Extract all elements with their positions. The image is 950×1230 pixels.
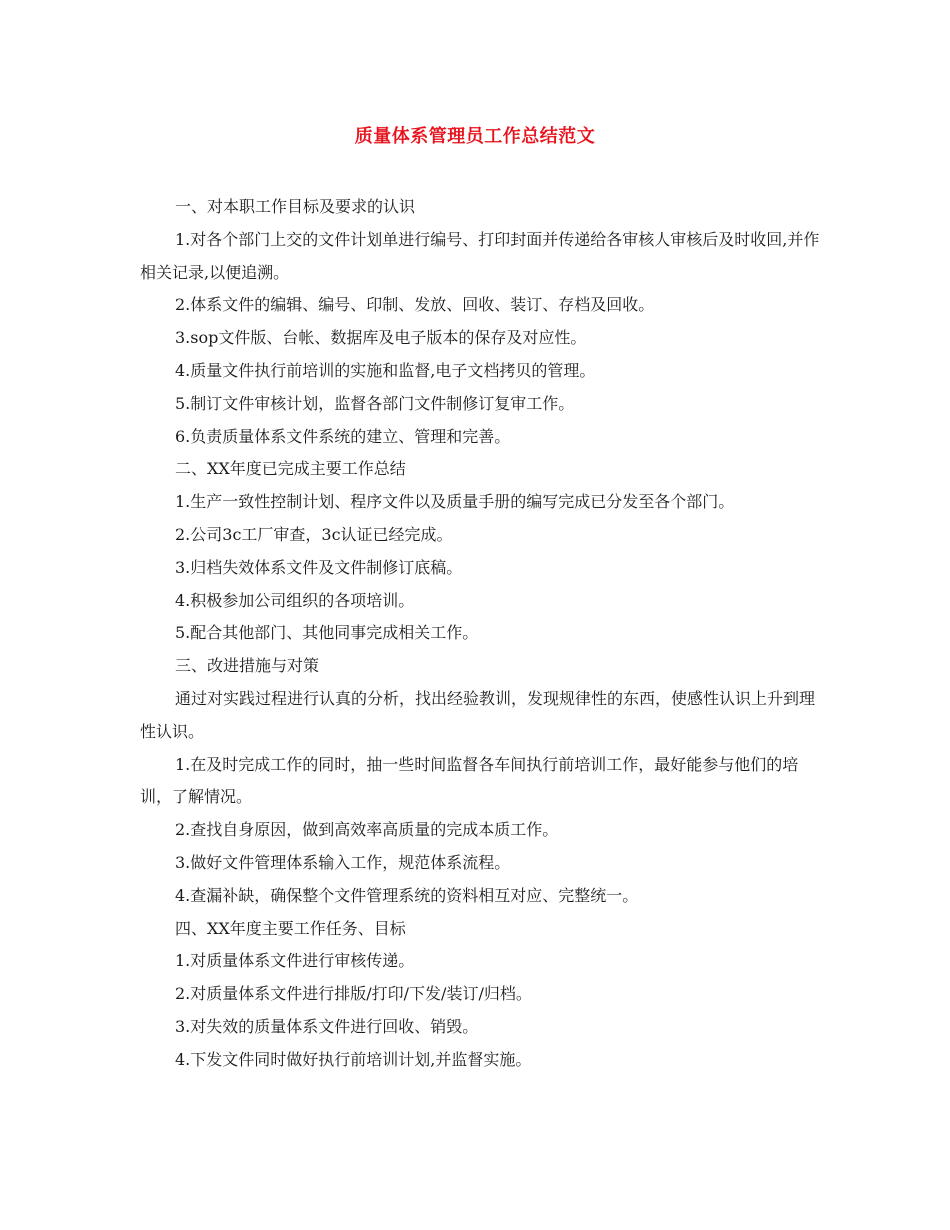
paragraph: 4.积极参加公司组织的各项培训。 [175, 590, 415, 610]
document-title: 质量体系管理员工作总结范文 [354, 126, 596, 147]
paragraph: 5.制订文件审核计划，监督各部门文件制修订复审工作。 [175, 393, 575, 413]
paragraph: 6.负责质量体系文件系统的建立、管理和完善。 [175, 426, 511, 446]
paragraph: 2.对质量体系文件进行排版/打印/下发/装订/归档。 [175, 984, 532, 1004]
paragraph: 1.生产一致性控制计划、程序文件以及质量手册的编写完成已分发至各个部门。 [175, 492, 735, 512]
section-heading-4: 四、XX年度主要工作任务、目标 [175, 918, 406, 938]
paragraph: 4.质量文件执行前培训的实施和监督,电子文档拷贝的管理。 [175, 360, 596, 380]
section-heading-3: 三、改进措施与对策 [175, 656, 320, 676]
paragraph: 1.在及时完成工作的同时，抽一些时间监督各车间执行前培训工作，最好能参与他们的培训，了解情况。 [140, 754, 799, 807]
paragraph: 5.配合其他部门、其他同事完成相关工作。 [175, 623, 479, 643]
paragraph: 3.sop文件版、台帐、数据库及电子版本的保存及对应性。 [175, 328, 587, 348]
section-heading-2: 二、XX年度已完成主要工作总结 [175, 459, 406, 479]
paragraph: 2.公司3c工厂审查，3c认证已经完成。 [175, 524, 453, 544]
document-body [140, 191, 820, 1077]
section-heading-1: 一、对本职工作目标及要求的认识 [175, 197, 416, 216]
paragraph: 3.对失效的质量体系文件进行回收、销毁。 [175, 1016, 479, 1036]
paragraph: 4.查漏补缺，确保整个文件管理系统的资料相互对应、完整统一。 [175, 885, 639, 905]
paragraph: 通过对实践过程进行认真的分析，找出经验教训，发现规律性的东西，使感性认识上升到理性认识。 [140, 688, 816, 741]
paragraph: 1.对质量体系文件进行审核传递。 [175, 951, 415, 971]
paragraph: 2.查找自身原因，做到高效率高质量的完成本质工作。 [175, 820, 559, 840]
paragraph: 2.体系文件的编辑、编号、印制、发放、回收、装订、存档及回收。 [175, 295, 655, 315]
paragraph: 4.下发文件同时做好执行前培训计划,并监督实施。 [175, 1049, 532, 1069]
paragraph: 1.对各个部门上交的文件计划单进行编号、打印封面并传递给各审核人审核后及时收回,并作相关记录,以便追溯。 [140, 229, 820, 282]
paragraph: 3.归档失效体系文件及文件制修订底稿。 [175, 557, 463, 577]
paragraph: 3.做好文件管理体系输入工作，规范体系流程。 [175, 852, 511, 872]
